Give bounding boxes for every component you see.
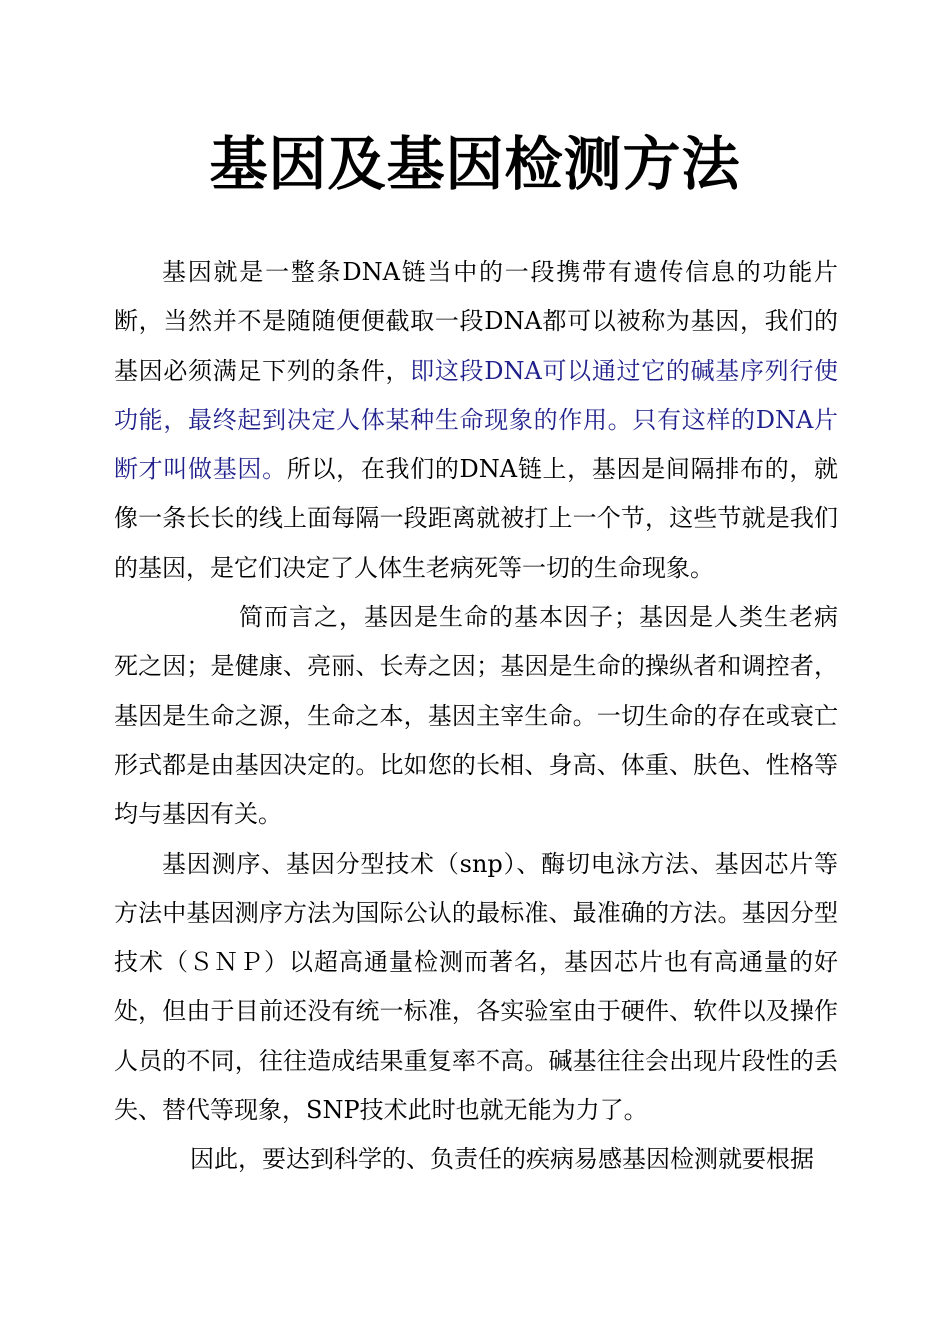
paragraph-text: 基因就是一整条DNA链当中的一段携带有遗传信息的功能片断，当然并不是随随便便截取一段DNA都可以被称为基因，我们的基因必须满足下列的条件，: [114, 258, 838, 385]
paragraph-gene-summary: 简而言之，基因是生命的基本因子；基因是人类生老病死之因；是健康、亮丽、长寿之因；基因是生命的操纵者和调控者，基因是生命之源，生命之本，基因主宰生命。一切生命的存在或衰亡形式都是由基因决定的。比如您的长相、身高、体重、肤色、性格等均与基因有关。: [114, 603, 838, 829]
paragraph-detection-methods: 基因测序、基因分型技术（snp）、酶切电泳方法、基因芯片等方法中基因测序方法为国际公认的最标准、最准确的方法。基因分型技术（ＳＮＰ）以超高通量检测而著名，基因芯片也有高通量的好处，但由于目前还没有统一标准，各实验室由于硬件、软件以及操作人员的不同，往往造成结果重复率不高。碱基往往会出现片段性的丢失、替代等现象，SNP技术此时也就无能为力了。: [114, 849, 838, 1125]
paragraph-gene-definition: [114, 248, 838, 593]
paragraph-conclusion: 因此，要达到科学的、负责任的疾病易感基因检测就要根据: [190, 1145, 814, 1174]
document-body: [114, 248, 838, 1185]
highlighted-text: 即这段DNA可以通过它的碱基序列行使功能，最终起到决定人体某种生命现象的作用。只有这样的DNA片断才叫做基因。: [114, 356, 838, 484]
paragraph-text: 所以，在我们的DNA链上，基因是间隔排布的，就像一条长长的线上面每隔一段距离就被打上一个节，这些节就是我们的基因，是它们决定了人体生老病死等一切的生命现象。: [114, 455, 838, 582]
document-title: 基因及基因检测方法: [209, 130, 741, 198]
